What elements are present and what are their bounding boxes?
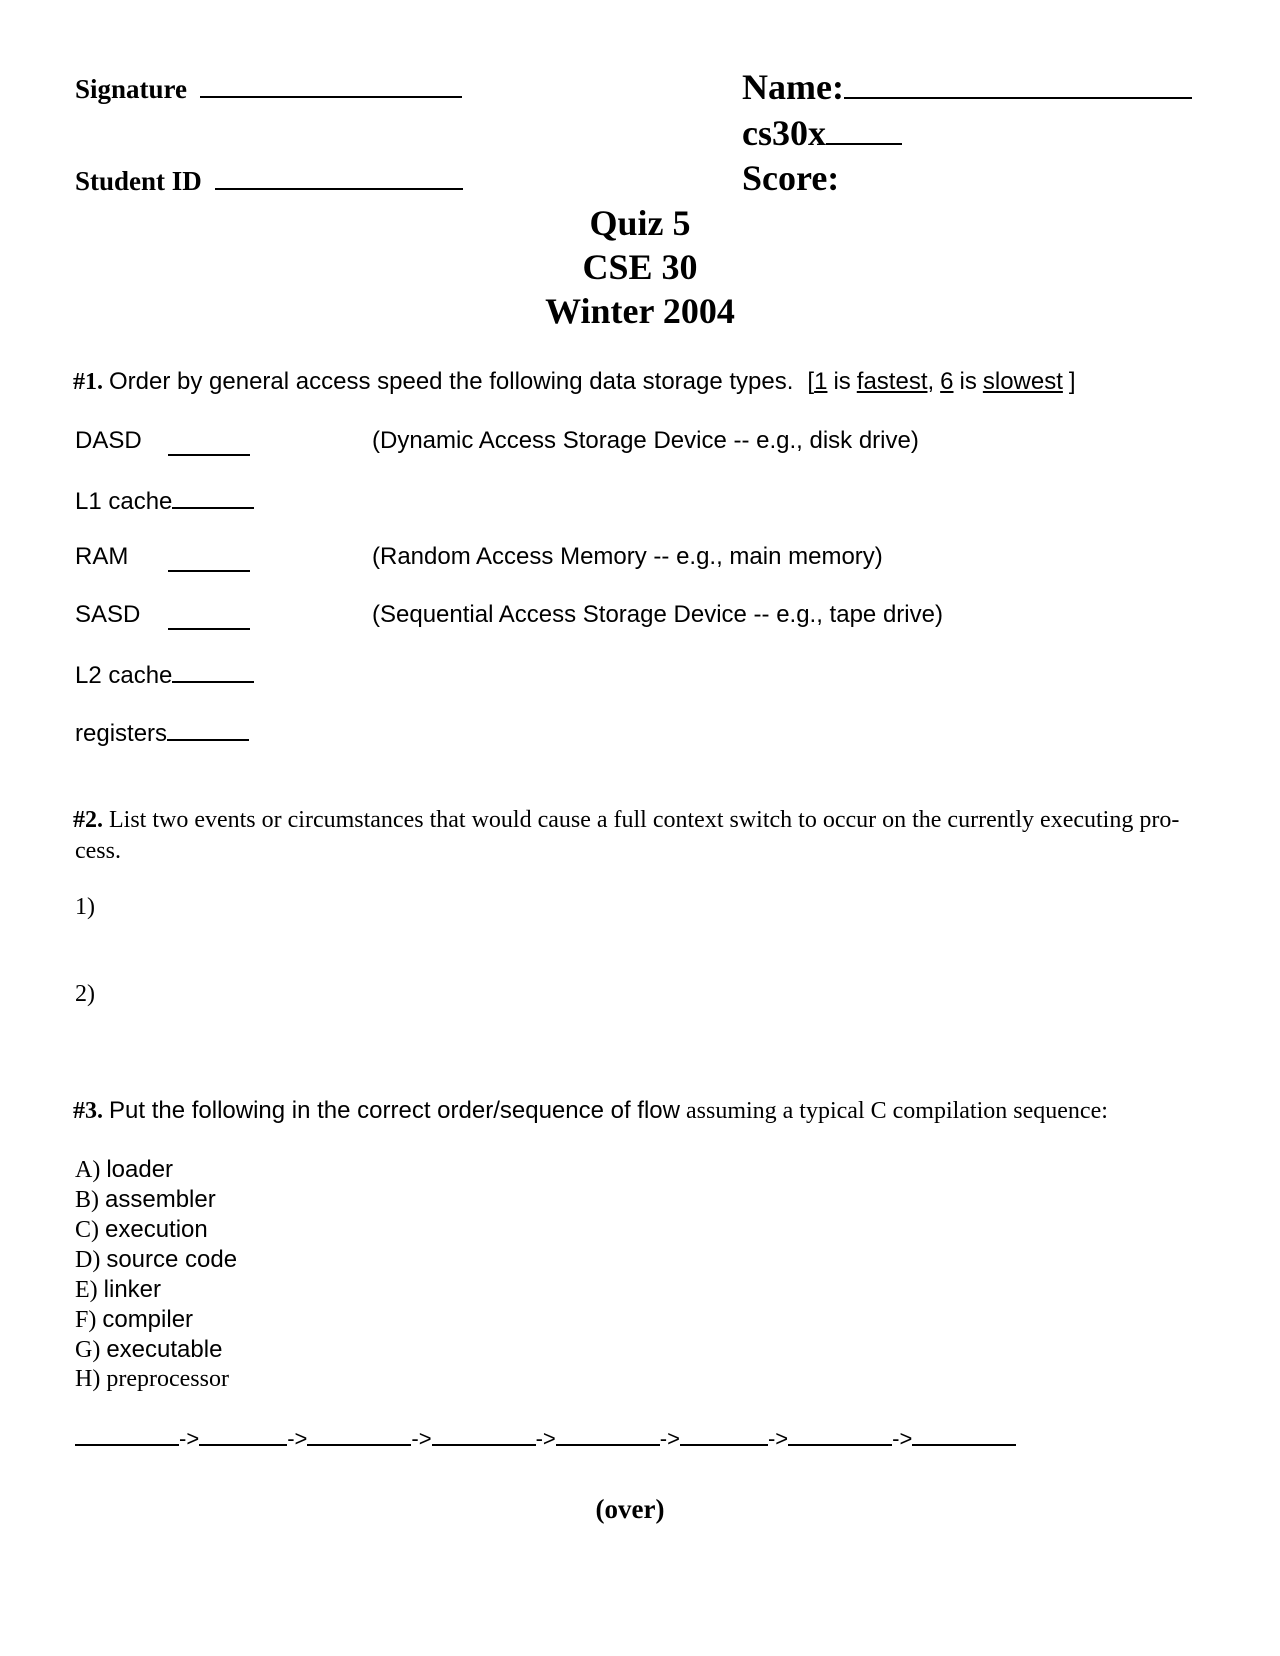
- q2-text-line1: List two events or circumstances that would cause a full context switch to occur on the currently executing pro-: [109, 807, 1180, 833]
- signature-field: [75, 74, 462, 105]
- flow-blank[interactable]: [680, 1424, 768, 1446]
- list-item: [75, 1305, 237, 1335]
- name-field: [742, 66, 1192, 108]
- q2-number: #2.: [73, 807, 103, 833]
- list-item: [75, 1245, 237, 1275]
- q2-answer-1[interactable]: 1): [75, 894, 95, 920]
- q3-text-sans: Put the following in the correct order/sequence of flow: [109, 1097, 680, 1124]
- q1-item-blank-sasd[interactable]: [168, 604, 250, 630]
- flow-blank[interactable]: [307, 1424, 411, 1446]
- q1-item-desc: (Random Access Memory -- e.g., main memory): [372, 543, 883, 570]
- flow-arrow: ->: [287, 1426, 308, 1451]
- q1-fastest: fastest: [856, 368, 928, 395]
- q3-options: [75, 1155, 237, 1394]
- section-label: cs30x: [742, 113, 826, 153]
- q1-item-label: L1 cache: [75, 488, 173, 515]
- option-letter: D): [75, 1247, 101, 1273]
- q1-item: [75, 543, 128, 571]
- option-word: execution: [105, 1216, 208, 1243]
- section-field: [742, 112, 902, 154]
- q1-item-blank-dasd[interactable]: [168, 430, 250, 456]
- q1-item-label: SASD: [75, 601, 141, 628]
- flow-blank[interactable]: [75, 1424, 179, 1446]
- q1-prompt: [73, 368, 1076, 396]
- option-letter: H): [75, 1366, 101, 1392]
- quiz-title: Quiz 5: [589, 203, 691, 243]
- option-letter: E): [75, 1277, 98, 1303]
- list-item: [75, 1215, 237, 1245]
- name-label: Name:: [742, 67, 844, 107]
- flow-arrow: ->: [411, 1426, 432, 1451]
- option-word: assembler: [105, 1186, 216, 1213]
- option-word: loader: [106, 1156, 174, 1183]
- q2-answer-2[interactable]: 2): [75, 981, 95, 1007]
- option-letter: C): [75, 1217, 99, 1243]
- option-letter: G): [75, 1337, 101, 1363]
- q1-text: Order by general access speed the following data storage types.: [109, 368, 794, 395]
- q1-rank-slow: 6: [940, 368, 954, 395]
- q1-number: #1.: [73, 369, 103, 395]
- option-word: compiler: [102, 1306, 194, 1333]
- q1-item: [75, 717, 249, 748]
- student-id-blank[interactable]: [215, 188, 463, 190]
- q2-text-line2: cess.: [75, 838, 121, 864]
- q3-number: #3.: [73, 1098, 103, 1124]
- q1-item-blank-l1[interactable]: [172, 485, 254, 509]
- option-word: linker: [103, 1276, 162, 1303]
- q1-comma: ,: [927, 368, 935, 395]
- q1-item: [75, 485, 254, 516]
- list-item: [75, 1365, 237, 1394]
- q1-item-blank-l2[interactable]: [172, 659, 254, 683]
- q1-item-desc: (Sequential Access Storage Device -- e.g., tape drive): [372, 601, 943, 628]
- q1-item: [75, 601, 140, 629]
- list-item: [75, 1155, 237, 1185]
- flow-arrow: ->: [767, 1426, 789, 1451]
- q1-slowest: slowest: [982, 368, 1063, 395]
- option-word: executable: [106, 1336, 223, 1363]
- flow-arrow: ->: [892, 1426, 913, 1451]
- q1-is1: is: [833, 368, 851, 395]
- q1-item-blank-registers[interactable]: [167, 717, 249, 741]
- q1-item-blank-ram[interactable]: [168, 546, 250, 572]
- signature-label: Signature: [75, 74, 188, 104]
- term-title: Winter 2004: [545, 291, 735, 331]
- section-blank[interactable]: [826, 143, 902, 145]
- option-letter: B): [75, 1187, 99, 1213]
- q3-text-serif: assuming a typical C compilation sequence:: [685, 1098, 1108, 1124]
- q2-prompt: [73, 807, 1179, 834]
- flow-arrow: ->: [535, 1426, 556, 1451]
- flow-blank[interactable]: [432, 1424, 536, 1446]
- q1-is2: is: [959, 368, 977, 395]
- q1-item: [75, 659, 254, 690]
- q1-item-label: L2 cache: [75, 662, 173, 689]
- list-item: [75, 1275, 237, 1305]
- q1-bracket-close: ]: [1068, 368, 1076, 395]
- q3-flow-sequence: [75, 1424, 1016, 1452]
- student-id-field: [75, 166, 463, 197]
- student-id-label: Student ID: [75, 166, 202, 196]
- q1-item: [75, 427, 142, 455]
- flow-blank[interactable]: [556, 1424, 660, 1446]
- q1-item-label: registers: [75, 720, 168, 747]
- flow-blank[interactable]: [912, 1424, 1016, 1446]
- q3-prompt: [73, 1097, 1108, 1125]
- score-label: Score:: [742, 158, 840, 198]
- option-letter: A): [75, 1157, 101, 1183]
- option-word: preprocessor: [106, 1366, 229, 1392]
- q1-rank-fast: 1: [814, 368, 828, 395]
- name-blank[interactable]: [844, 97, 1192, 99]
- option-letter: F): [75, 1307, 97, 1333]
- course-title: CSE 30: [582, 247, 698, 287]
- list-item: [75, 1185, 237, 1215]
- flow-arrow: ->: [659, 1426, 680, 1451]
- flow-arrow: ->: [179, 1426, 200, 1451]
- option-word: source code: [106, 1246, 238, 1273]
- q1-bracket-open: [: [807, 368, 815, 395]
- q1-item-label: DASD: [75, 427, 142, 454]
- list-item: [75, 1335, 237, 1365]
- flow-blank[interactable]: [788, 1424, 892, 1446]
- q1-item-label: RAM: [75, 543, 129, 570]
- signature-blank[interactable]: [200, 96, 462, 98]
- flow-blank[interactable]: [199, 1424, 287, 1446]
- over-label: (over): [595, 1494, 665, 1524]
- q1-item-desc: (Dynamic Access Storage Device -- e.g., disk drive): [372, 427, 919, 454]
